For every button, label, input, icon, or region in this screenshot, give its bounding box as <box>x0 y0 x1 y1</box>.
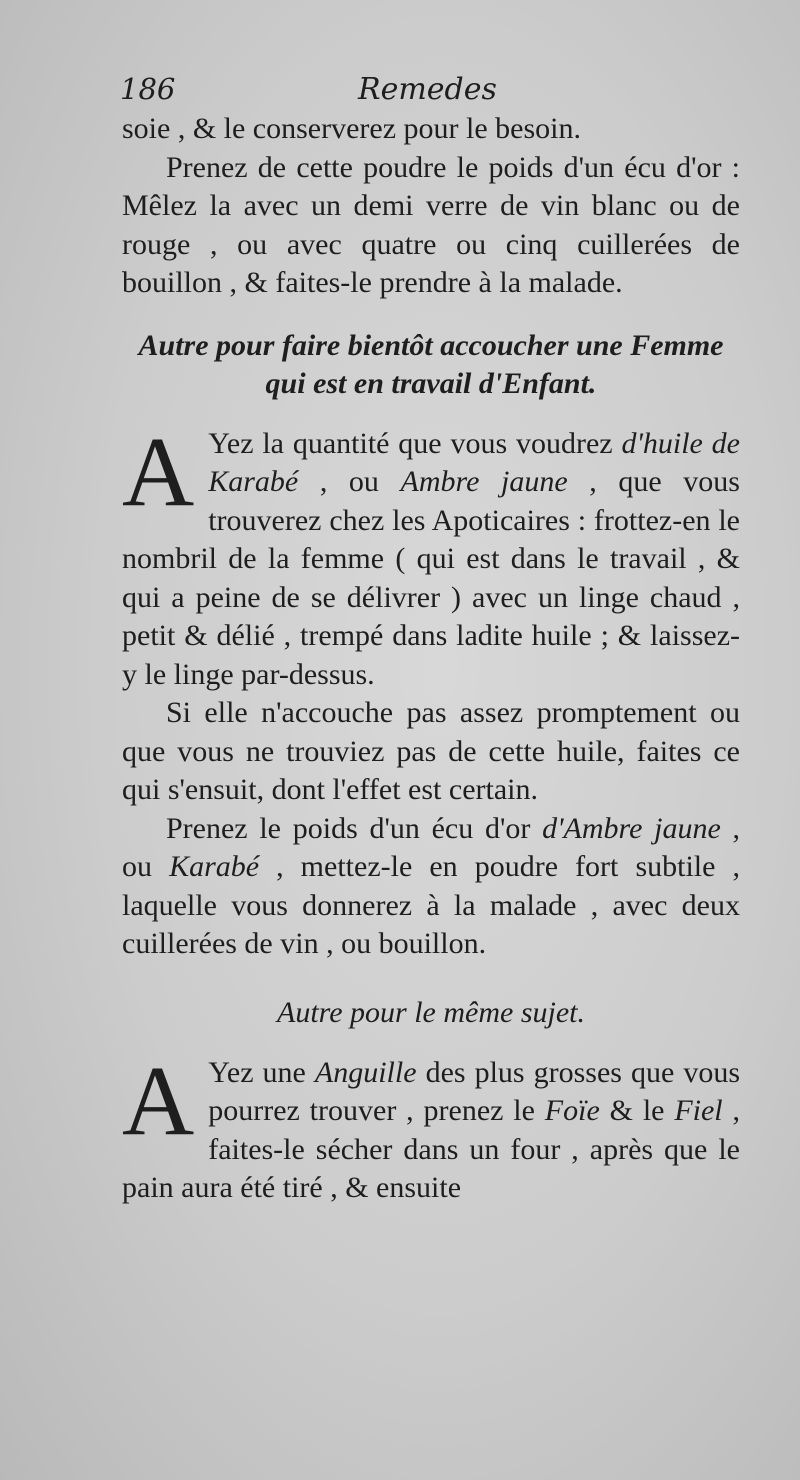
italic-run: d'Ambre jaune <box>542 811 721 845</box>
paragraph <box>122 810 740 964</box>
section-title: Autre pour faire bientôt accoucher une Femme qui est en travail d'Enfant. <box>138 328 724 400</box>
paragraph <box>122 1044 741 1208</box>
text-run: Yez la quantité que vous voudrez <box>208 426 622 460</box>
paragraph: Si elle n'accouche pas assez promptement ou que vous ne trouviez pas de cette huile, faites ce qui s'ensuit, dont l'effet est certain. <box>122 696 740 806</box>
page-number: 186 <box>120 72 176 106</box>
italic-run: Karabé <box>169 850 260 883</box>
text-run: , ou <box>298 465 401 498</box>
italic-run: d'huile de Karabé <box>208 426 740 498</box>
italic-run: Anguille <box>314 1055 417 1089</box>
italic-run: Ambre jaune <box>400 465 568 498</box>
paragraph: Prenez de cette poudre le poids d'un écu d'or : Mêlez la avec un demi verre de vin blanc ou de rouge , ou avec quatre ou cinq cuillerées de bouillon , & faites-le prendre à la malade. <box>122 150 740 299</box>
running-head: Remedes <box>358 72 497 107</box>
drop-cap: A <box>122 1044 195 1156</box>
text-run: & le <box>599 1094 675 1127</box>
text-run: Yez une <box>208 1055 315 1089</box>
section-title: Autre pour le même sujet. <box>277 995 585 1029</box>
text-run: , mettez-le en poudre fort subtile , laquelle vous donnerez à la malade , avec deux cuillerées de vin , ou bouillon. <box>122 850 740 960</box>
text-run: , ou <box>122 811 741 883</box>
body-text <box>122 110 740 1208</box>
italic-run: Foïe <box>544 1094 600 1127</box>
text-run: Prenez le poids d'un écu d'or <box>166 811 543 845</box>
paragraph: soie , & le conserverez pour le besoin. <box>122 112 582 145</box>
drop-cap: A <box>122 415 195 527</box>
text-run: des plus grosses que vous pourrez trouver , prenez le <box>208 1055 741 1127</box>
text-run: , que vous trouverez chez les Apoticaires : frottez-en le nombril de la femme ( qui est dans le travail , & qui a peine de se délivrer ) avec un linge chaud , petit & délié , trempé dans ladite huile ; & laissez-y le linge par-dessus. <box>122 465 740 691</box>
paragraph <box>122 415 740 695</box>
text-run: , faites-le sécher dans un four , après que le pain aura été tiré , & ensuite <box>122 1094 740 1204</box>
page-header <box>120 72 740 108</box>
italic-run: Fiel <box>674 1094 723 1127</box>
